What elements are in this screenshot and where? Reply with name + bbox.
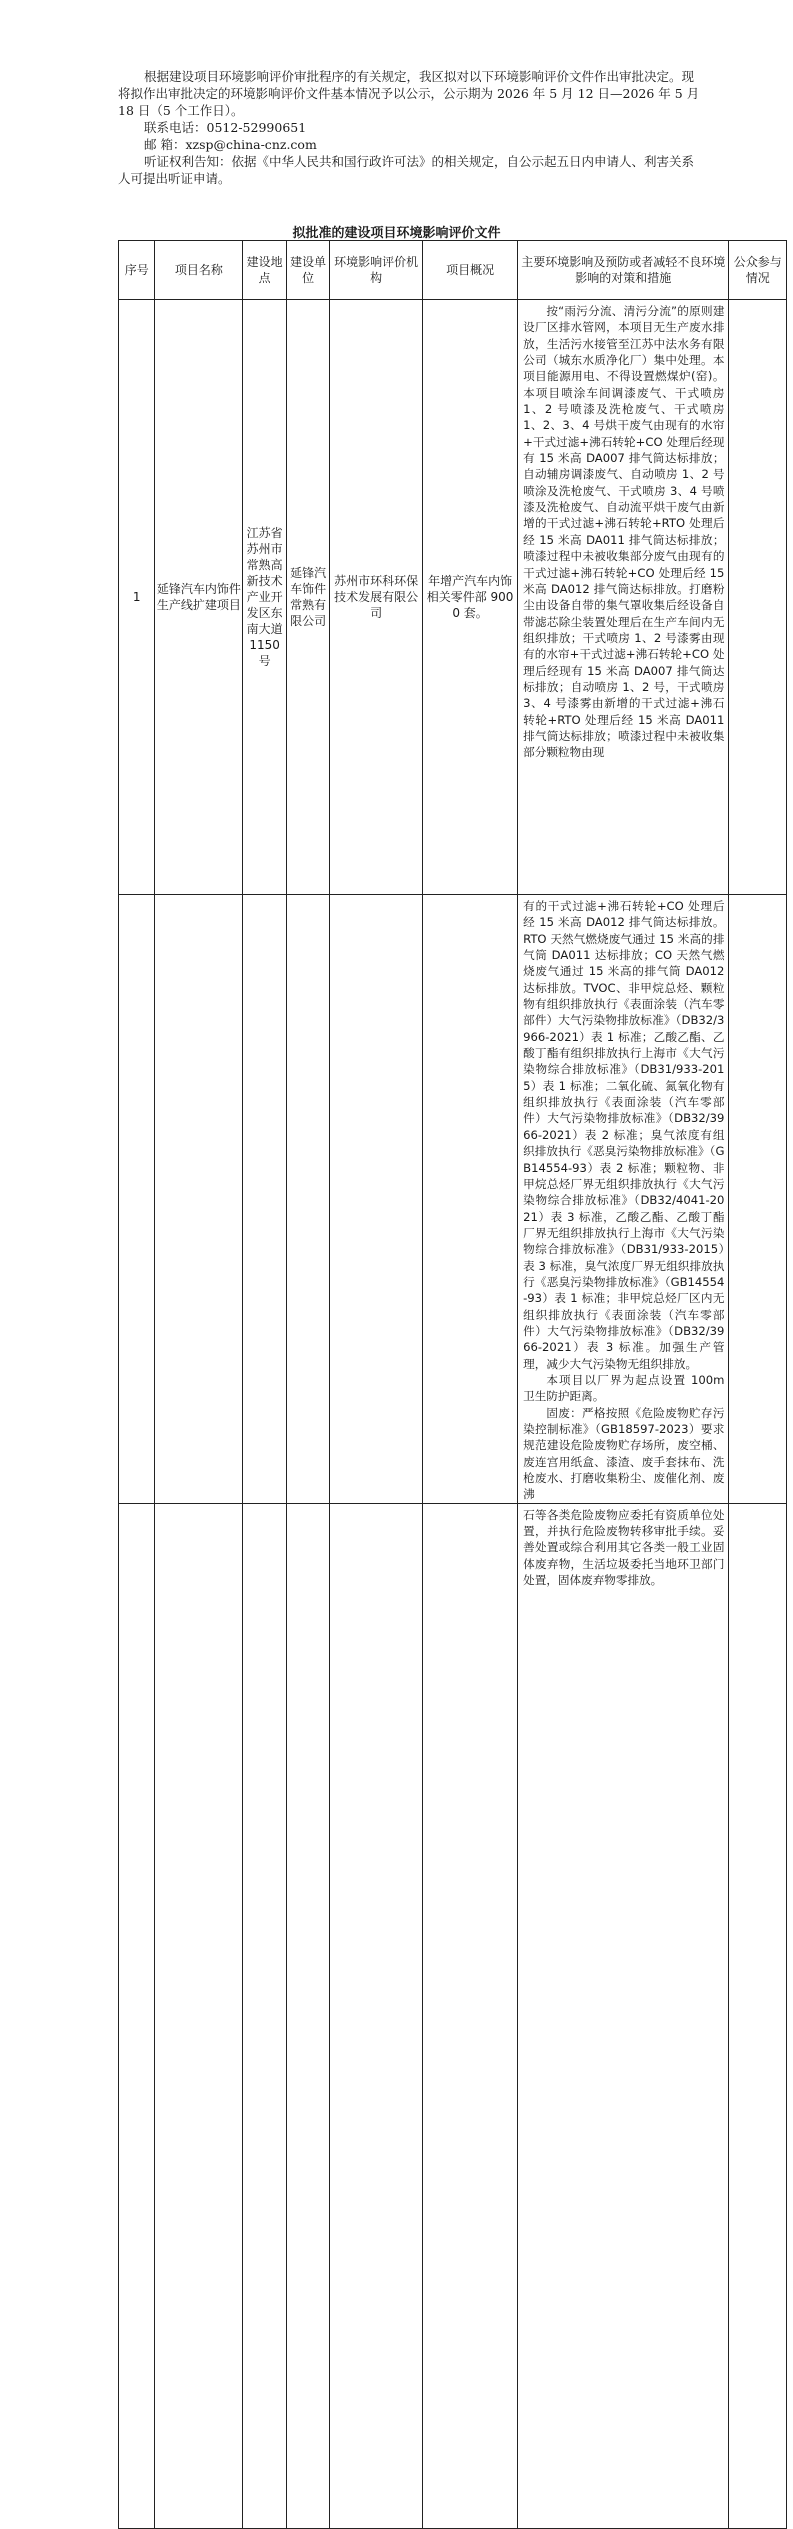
mail-label: 邮 箱： (144, 137, 186, 152)
cell-participation (729, 300, 787, 895)
measures-text-page2-distance: 本项目以厂界为起点设置 100m 卫生防护距离。 (523, 1372, 725, 1404)
contact-mail (118, 136, 704, 153)
mail-value[interactable]: xzsp@china-cnz.com (185, 137, 317, 152)
hearing-notice: 听证权利告知：依据《中华人民共和国行政许可法》的相关规定，自公示起五日内申请人、利害关系人可提出听证申请。 (118, 154, 695, 186)
header-measures: 主要环境影响及预防或者减轻不良环境影响的对策和措施 (518, 241, 729, 300)
table-caption: 拟批准的建设项目环境影响评价文件 (292, 226, 501, 241)
cell-location: 江苏省苏州市常熟高新技术产业开发区东南大道1150号 (243, 300, 286, 895)
measures-text-page2-standards: 有的干式过滤+沸石转轮+CO 处理后经 15 米高 DA012 排气筒达标排放。RTO 天然气燃烧废气通过 15 米高的排气筒 DA011 达标排放；CO 天然气燃烧废气通过 15 米高的排气筒 DA012 达标排放。TVOC、非甲烷总烃、颗粒物有组织排放执行《表面涂装（汽车零部件）大气污染物排放标准》（DB32/3966-2021）表 1 标准；乙酸乙酯、乙酸丁酯有组织排放执行上海市《大气污染物综合排放标准》（DB31/933-2015）表 1 标准；二氧化硫、氮氧化物有组织排放执行《表面涂装（汽车零部件）大气污染物排放标准》（DB32/3966-2021）表 2 标准；臭气浓度有组织排放执行《恶臭污染物排放标准》（GB14554-93）表 2 标准；颗粒物、非甲烷总烃厂界无组织排放执行《大气污染物综合排放标准》（DB32/4041-2021）表 3 标准，乙酸乙酯、乙酸丁酯厂界无组织排放执行上海市《大气污染物综合排放标准》（DB31/933-2015）表 3 标准，臭气浓度厂界无组织排放执行《恶臭污染物排放标准》（GB14554-93）表 1 标准；非甲烷总烃厂区内无组织排放执行《表面涂装（汽车零部件）大气污染物排放标准》（DB32/3966-2021）表 3 标准。加强生产管理，减少大气污染物无组织排放。 (523, 899, 725, 1371)
measures-text-page2-waste: 固废：严格按照《危险废物贮存污染控制标准》（GB18597-2023）要求规范建设危险废物贮存场所，废空桶、废连宫用纸盒、漆渣、废手套抹布、洗枪废水、打磨收集粉尘、废催化剂、废沸 (523, 1405, 725, 1502)
cell-measures (518, 300, 729, 895)
header-participation: 公众参与情况 (729, 241, 787, 300)
cell-measures-continued (518, 895, 729, 1504)
phone-label: 联系电话： (144, 120, 207, 135)
table-row (119, 300, 787, 895)
cell-no: 1 (119, 300, 155, 895)
cell-name: 延锋汽车内饰件生产线扩建项目 (155, 300, 243, 895)
contact-phone (118, 119, 704, 136)
header-unit: 建设单位 (286, 241, 329, 300)
header-eia-org: 环境影响评价机构 (330, 241, 423, 300)
cell-overview: 年增产汽车内饰相关零件部 9000 套。 (423, 300, 518, 895)
header-name: 项目名称 (155, 241, 243, 300)
table-row-continued (119, 895, 787, 1504)
measures-text-page3: 石等各类危险废物应委托有资质单位处置，并执行危险废物转移审批手续。妥善处置或综合利用其它各类一般工业固体废弃物，生活垃圾委托当地环卫部门处置，固体废弃物零排放。 (523, 1507, 725, 1588)
cell-unit: 延锋汽车饰件常熟有限公司 (286, 300, 329, 895)
measures-text-page1: 按“雨污分流、清污分流”的原则建设厂区排水管网，本项目无生产废水排放，生活污水接管至江苏中法水务有限公司（城东水质净化厂）集中处理。本项目能源用电、不得设置燃煤炉(窑)。本项目喷涂车间调漆废气、干式喷房 1、2 号喷漆及洗枪废气、干式喷房 1、2、3、4 号烘干废气由现有的水帘+干式过滤+沸石转轮+CO 处理后经现有 15 米高 DA007 排气筒达标排放；自动辅房调漆废气、自动喷房 1、2 号喷涂及洗枪废气、干式喷房 3、4 号喷漆及洗枪废气、自动流平烘干废气由新增的干式过滤+沸石转轮+RTO 处理后经 15 米高 DA011 排气筒达标排放；喷漆过程中未被收集部分废气由现有的干式过滤+沸石转轮+CO 处理后经 15 米高 DA012 排气筒达标排放。打磨粉尘由设备自带的集气罩收集后经设备自带滤芯除尘装置处理后在生产车间内无组织排放；干式喷房 1、2 号漆雾由现有的水帘+干式过滤+沸石转轮+CO 处理后经现有 15 米高 DA007 排气筒达标排放；自动喷房 1、2 号，干式喷房 3、4 号漆雾由新增的干式过滤+沸石转轮+RTO 处理后经 15 米高 DA011 排气筒达标排放；喷漆过程中未被收集部分颗粒物由现 (523, 304, 725, 760)
table-row-continued-2 (119, 1503, 787, 2528)
header-overview: 项目概况 (423, 241, 518, 300)
eia-table (118, 240, 787, 2529)
header-no: 序号 (119, 241, 155, 300)
cell-eia-org: 苏州市环科环保技术发展有限公司 (330, 300, 423, 895)
cell-measures-continued-2 (518, 1503, 729, 2528)
table-header-row (119, 241, 787, 300)
phone-value: 0512-52990651 (206, 120, 307, 135)
header-location: 建设地点 (243, 241, 286, 300)
notice-paragraph: 根据建设项目环境影响评价审批程序的有关规定，我区拟对以下环境影响评价文件作出审批决定。现将拟作出审批决定的环境影响评价文件基本情况予以公示，公示期为 2026 年 5 月 12 日—2026 年 5 月 18 日（5 个工作日）。 (118, 69, 700, 118)
notice-block (118, 68, 704, 187)
